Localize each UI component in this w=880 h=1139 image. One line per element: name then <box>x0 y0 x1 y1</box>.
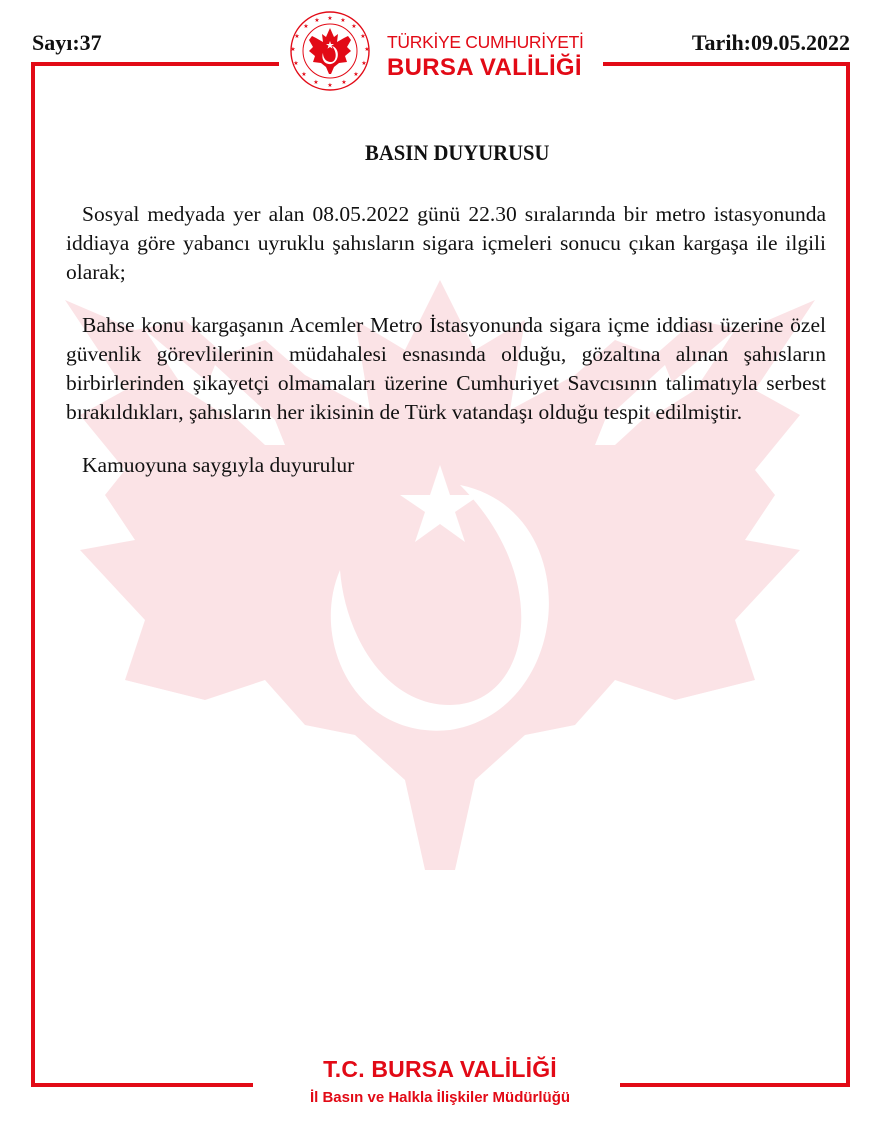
svg-text:★: ★ <box>341 79 347 86</box>
svg-text:★: ★ <box>353 71 359 78</box>
document-footer <box>0 1058 880 1105</box>
svg-text:★: ★ <box>293 60 299 67</box>
svg-text:★: ★ <box>351 23 357 30</box>
svg-text:★: ★ <box>294 33 300 40</box>
document-date: Tarih:09.05.2022 <box>691 30 850 55</box>
svg-text:★: ★ <box>340 17 346 24</box>
svg-text:★: ★ <box>303 23 309 30</box>
svg-text:★: ★ <box>313 79 319 86</box>
footer-institution: T.C. BURSA VALİLİĞİ <box>323 1056 557 1082</box>
closing-statement: Kamuoyuna saygıyla duyurulur <box>82 453 355 477</box>
header-country: TÜRKİYE CUMHURİYETİ <box>387 32 584 52</box>
governorship-emblem-icon <box>280 10 380 92</box>
paragraph-2: Bahse konu kargaşanın Acemler Metro İstasyonunda sigara içme iddiası üzerine özel güvenlik görevlilerinin müdahalesi esnasında olduğu, gözaltına alınan şahısların birbirlerinden şikayetçi olmamaları üzerine Cumhuriyet Savcısının talimatıyla serbest bırakıldıkları, şahısların her ikisinin de Türk vatandaşı olduğu tespit edilmiştir. <box>66 313 826 424</box>
document-body <box>66 140 826 480</box>
frame-border-left <box>31 62 35 1087</box>
svg-text:★: ★ <box>314 17 320 24</box>
svg-text:★: ★ <box>361 60 367 67</box>
svg-text:★: ★ <box>364 46 370 53</box>
frame-border-right <box>846 62 850 1087</box>
institution-header <box>387 34 584 80</box>
frame-border-top-left <box>31 62 279 66</box>
svg-text:★: ★ <box>290 46 296 53</box>
document-number: Sayı:37 <box>32 30 102 55</box>
svg-text:★: ★ <box>327 15 333 22</box>
header-institution: BURSA VALİLİĞİ <box>387 53 582 81</box>
paragraph-1: Sosyal medyada yer alan 08.05.2022 günü 22.30 sıralarında bir metro istasyonunda iddiaya göre yabancı uyruklu şahısların sigara içmeleri sonucu çıkan kargaşa ile ilgili olarak; <box>66 202 826 284</box>
svg-text:★: ★ <box>327 82 333 89</box>
svg-text:★: ★ <box>301 71 307 78</box>
document-title: BASIN DUYURUSU <box>365 140 550 165</box>
footer-department: İl Basın ve Halkla İlişkiler Müdürlüğü <box>309 1089 571 1106</box>
frame-border-top-right <box>603 62 850 66</box>
svg-text:★: ★ <box>360 33 366 40</box>
